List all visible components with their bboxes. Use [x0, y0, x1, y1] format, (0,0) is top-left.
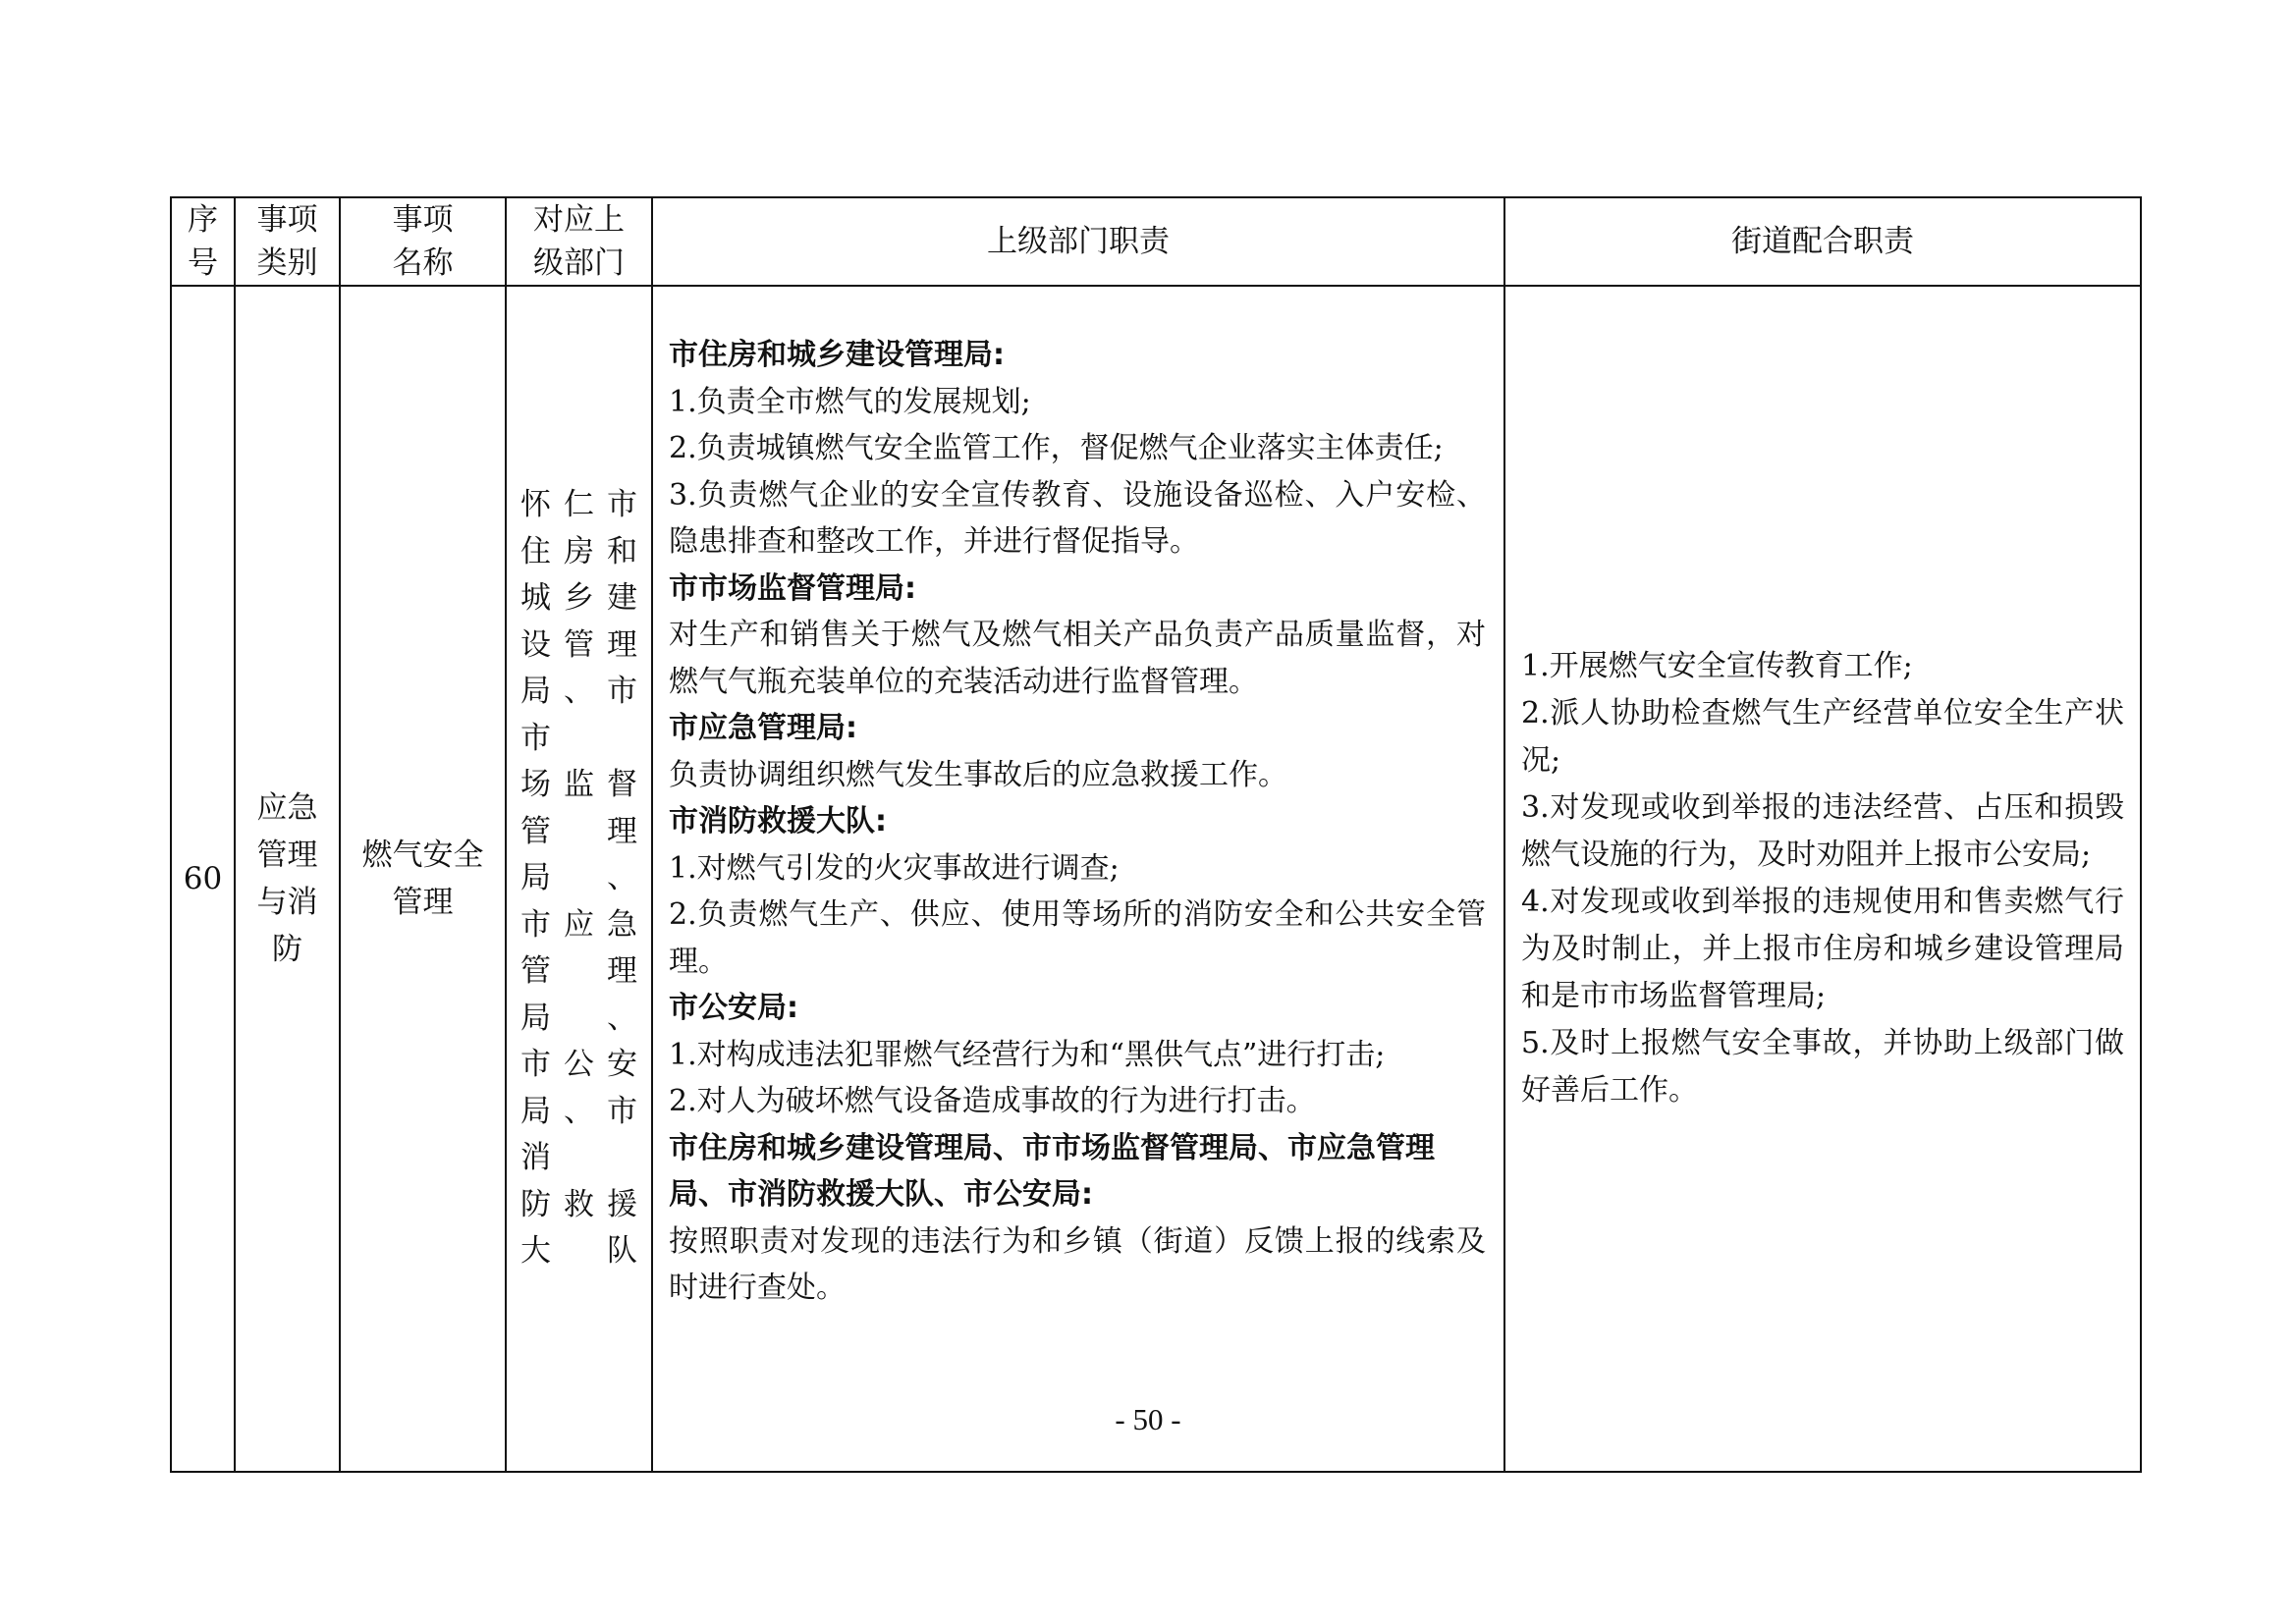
- upper-dept-text: 怀仁市 住房和 城乡建 设管理 局、市市 场监督 管理局、 市应急 管理局、 市公安 局、市消 防救援 大队: [520, 487, 639, 1270]
- duty-line: 2.负责城镇燃气安全监管工作，督促燃气企业落实主体责任;: [669, 431, 1444, 465]
- duty-line: 按照职责对发现的违法行为和乡镇（街道）反馈上报的线索及时进行查处。: [669, 1223, 1486, 1305]
- page-number: - 50 -: [1115, 1402, 1181, 1436]
- header-upper-dept: 对应上 级部门: [506, 197, 652, 286]
- duty-block-fire: [669, 798, 1486, 985]
- duty-line: 2.对人为破坏燃气设备造成事故的行为进行打击。: [669, 1084, 1316, 1118]
- duty-line: 2.负责燃气生产、供应、使用等场所的消防安全和公共安全管理。: [669, 897, 1486, 979]
- table-row: [171, 286, 2141, 1472]
- street-duty-line: 3.对发现或收到举报的违法经营、占压和损毁燃气设施的行为，及时劝阻并上报市公安局;: [1521, 790, 2124, 872]
- duty-line: 3.负责燃气企业的安全宣传教育、设施设备巡检、入户安检、隐患排查和整改工作，并进行督促指导。: [669, 477, 1486, 559]
- duty-block-housing: [669, 332, 1486, 566]
- duty-block-market: [669, 566, 1486, 706]
- duty-block-emergency: [669, 705, 1486, 798]
- street-duty-line: 4.对发现或收到举报的违规使用和售卖燃气行为及时制止，并上报市住房和城乡建设管理局和是市市场监督管理局;: [1521, 885, 2124, 1013]
- cell-upper-dept: [506, 286, 652, 1472]
- duty-line: 对生产和销售关于燃气及燃气相关产品负责产品质量监督，对燃气气瓶充装单位的充装活动进行监督管理。: [669, 618, 1486, 699]
- duty-line: 负责协调组织燃气发生事故后的应急救援工作。: [669, 757, 1287, 792]
- duty-line: 1.对燃气引发的火灾事故进行调查;: [669, 850, 1120, 886]
- cell-upper-duty: [652, 286, 1504, 1472]
- header-upper-duty: 上级部门职责: [652, 197, 1504, 286]
- duty-table: [170, 196, 2142, 1473]
- table-header-row: [171, 197, 2141, 286]
- header-street-duty: 街道配合职责: [1504, 197, 2141, 286]
- street-duty-line: 1.开展燃气安全宣传教育工作;: [1521, 649, 1913, 683]
- duty-block-title: 市住房和城乡建设管理局、市市场监督管理局、市应急管理局、市消防救援大队、市公安局:: [669, 1130, 1435, 1212]
- duty-block-title: 市公安局:: [669, 991, 798, 1025]
- duty-line: 1.负责全市燃气的发展规划;: [669, 384, 1031, 419]
- duty-line: 1.对构成违法犯罪燃气经营行为和“黑供气点”进行打击;: [669, 1037, 1386, 1072]
- duty-block-title: 市消防救援大队:: [669, 804, 887, 839]
- duty-block-title: 市市场监督管理局:: [669, 570, 916, 606]
- cell-category: 应急 管理 与消 防: [235, 286, 340, 1472]
- cell-no: 60: [171, 286, 235, 1472]
- cell-street-duty: [1504, 286, 2141, 1472]
- duty-block-joint: [669, 1125, 1486, 1312]
- duty-block-police: [669, 985, 1486, 1125]
- header-category: 事项 类别: [235, 197, 340, 286]
- street-duty-line: 5.及时上报燃气安全事故，并协助上级部门做好善后工作。: [1521, 1026, 2124, 1108]
- duty-block-title: 市住房和城乡建设管理局:: [669, 338, 1005, 372]
- header-no: 序 号: [171, 197, 235, 286]
- duty-block-title: 市应急管理局:: [669, 711, 857, 745]
- header-item-name: 事项 名称: [340, 197, 506, 286]
- cell-item-name: 燃气安全 管理: [340, 286, 506, 1472]
- street-duty-line: 2.派人协助检查燃气生产经营单位安全生产状况;: [1521, 696, 2124, 778]
